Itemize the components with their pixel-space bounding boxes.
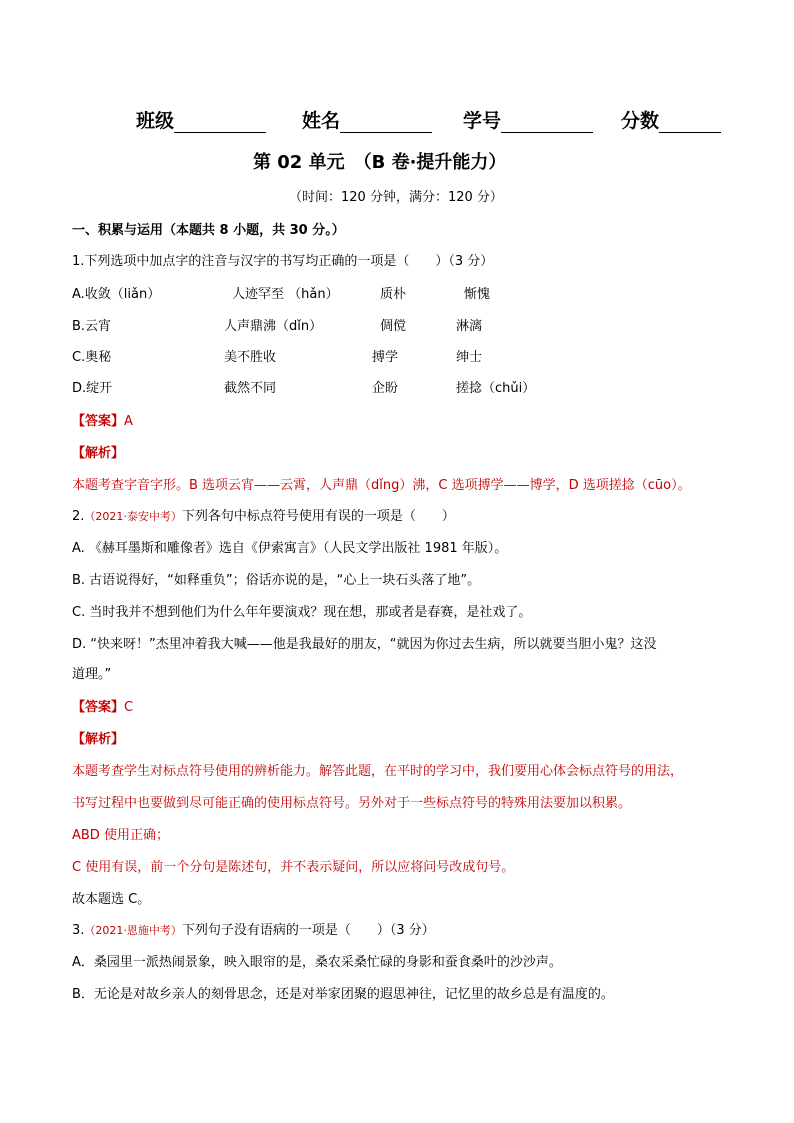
section-heading: 一、积累与运用（本题共 8 小题，共 30 分。）: [72, 223, 345, 238]
q1-option-d-4: 搓捻（chǔi）: [456, 381, 536, 396]
id-blank[interactable]: [501, 112, 593, 133]
q2-stem: [72, 505, 455, 524]
q1-option-a-3: 质朴: [380, 287, 407, 302]
answer-value: C: [124, 700, 134, 715]
id-label: 学号: [463, 110, 502, 132]
q2-option-a: A. 《赫耳墨斯和雕像者》选自《伊索寓言》（人民文学出版社 1981 年版）。: [72, 541, 508, 556]
q2-option-d-cont: 道理。”: [72, 667, 112, 682]
q2-stem-text: 下列各句中标点符号使用有误的一项是（ ）: [181, 509, 455, 524]
q3-stem: [72, 919, 435, 938]
q2-analysis-line: 书写过程中也要做到尽可能正确的使用标点符号。另外对于一些标点符号的特殊用法要加以积累。: [72, 796, 632, 811]
name-field: [302, 106, 432, 133]
q1-option-a-4: 惭愧: [464, 287, 491, 302]
page-title: 第 02 单元 （B 卷·提升能力）: [253, 152, 507, 173]
q2-analysis-line: 故本题选 C。: [72, 892, 151, 907]
id-field: [463, 106, 593, 133]
answer-tag: 【答案】: [72, 414, 125, 429]
q2-answer: [72, 696, 133, 715]
answer-value: A: [124, 414, 133, 429]
q1-option-c-2: 美不胜收: [224, 350, 277, 365]
name-blank[interactable]: [340, 112, 432, 133]
answer-tag: 【答案】: [72, 700, 125, 715]
score-blank[interactable]: [659, 112, 721, 133]
q1-option-b-4: 淋漓: [456, 319, 483, 334]
score-field: [621, 106, 721, 133]
q2-option-c: C. 当时我并不想到他们为什么年年要演戏？现在想，那或者是春赛，是社戏了。: [72, 605, 532, 620]
q3-number: 3.: [72, 923, 85, 938]
q3-stem-text: 下列句子没有语病的一项是（ ）（3 分）: [181, 923, 435, 938]
q1-option-d-3: 企盼: [372, 381, 399, 396]
q1-option-c-3: 搏学: [372, 350, 399, 365]
q1-option-a-2: 人迹罕至 （hǎn）: [232, 287, 339, 302]
class-blank[interactable]: [174, 112, 266, 133]
q2-source: （2021·泰安中考）: [84, 510, 182, 523]
q3-option-b: B．无论是对故乡亲人的刻骨思念，还是对举家团聚的遐思神往，记忆里的故乡总是有温度的。: [72, 987, 614, 1002]
q1-option-c-1: C.奥秘: [72, 350, 112, 365]
q1-answer: [72, 410, 133, 429]
class-field: [136, 106, 266, 133]
q3-option-a: A．桑园里一派热闹景象，映入眼帘的是，桑农采桑忙碌的身影和蚕食桑叶的沙沙声。: [72, 955, 562, 970]
q1-stem: 1.下列选项中加点字的注音与汉字的书写均正确的一项是（ ）（3 分）: [72, 254, 494, 269]
q2-number: 2.: [72, 509, 85, 524]
page-subtitle: （时间：120 分钟，满分：120 分）: [289, 190, 503, 205]
q1-analysis: 本题考查字音字形。B 选项云宵——云霄，人声鼎（dǐng）沸，C 选项搏学——博学，D 选项搓捻（cūo）。: [72, 478, 691, 493]
class-label: 班级: [136, 110, 175, 132]
name-label: 姓名: [302, 110, 341, 132]
q2-analysis-line: ABD 使用正确；: [72, 828, 169, 843]
q1-option-c-4: 绅士: [456, 350, 483, 365]
q1-option-b-2: 人声鼎沸（dǐn）: [224, 319, 323, 334]
q1-option-a-1: A.收敛（liǎn）: [72, 287, 161, 302]
q3-source: （2021·恩施中考）: [84, 924, 182, 937]
q1-option-d-1: D.绽开: [72, 381, 113, 396]
q2-analysis-tag: 【解析】: [72, 732, 125, 747]
q1-option-b-3: 倜傥: [380, 319, 407, 334]
q2-analysis-line: C 使用有误，前一个分句是陈述句，并不表示疑问，所以应将问号改成句号。: [72, 860, 515, 875]
q2-analysis-line: 本题考查学生对标点符号使用的辨析能力。解答此题，在平时的学习中，我们要用心体会标点符号的用法，: [72, 764, 684, 779]
q1-analysis-tag: 【解析】: [72, 446, 125, 461]
q2-option-b: B. 古语说得好，“如释重负”；俗话亦说的是，“心上一块石头落了地”。: [72, 573, 481, 588]
q2-option-d: D. “快来呀！”杰里冲着我大喊——他是我最好的朋友，“就因为你过去生病，所以就要当胆小鬼？这没: [72, 637, 657, 652]
score-label: 分数: [621, 110, 660, 132]
q1-option-d-2: 截然不同: [224, 381, 277, 396]
q1-option-b-1: B.云宵: [72, 319, 112, 334]
